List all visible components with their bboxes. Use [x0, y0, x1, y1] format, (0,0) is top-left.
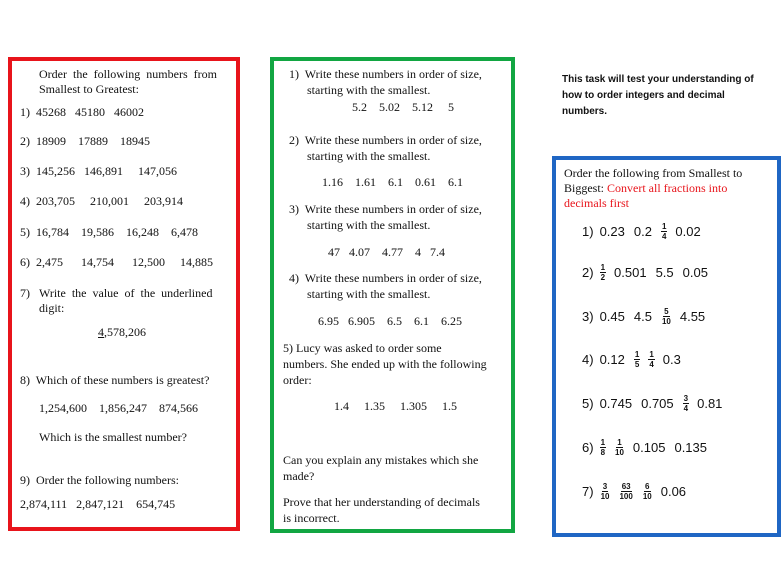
fraction: $\frac{3}{10}$: [600, 481, 610, 501]
fraction: $\frac{5}{10}$: [661, 306, 671, 326]
fraction: $\frac{6}{10}$: [642, 481, 652, 501]
green-q2-values: 1.16 1.61 6.1 0.61 6.1: [322, 175, 463, 189]
green-q5-values: 1.4 1.35 1.305 1.5: [334, 399, 457, 413]
blue-title-line1: Order the following from Smallest to: [564, 166, 743, 180]
blue-q1: 1) 0.23 0.2 $\frac{1}{4}$ 0.02: [582, 221, 701, 241]
green-explain-line2: made?: [283, 469, 315, 483]
intro-line2: how to order integers and decimal: [562, 90, 725, 101]
green-q5-line1: 5) Lucy was asked to order some: [283, 341, 442, 355]
red-q8-question: 8) Which of these numbers is greatest?: [20, 373, 210, 387]
red-q8-followup: Which is the smallest number?: [39, 430, 187, 444]
fraction: $\frac{1}{2}$: [600, 262, 606, 282]
intro-line1: This task will test your understanding of: [562, 74, 754, 85]
red-q9-values: 2,874,111 2,847,121 654,745: [20, 497, 176, 511]
fraction: $\frac{1}{4}$: [661, 221, 667, 241]
green-q5-line3: order:: [283, 373, 312, 387]
red-q3: 3) 145,256 146,891 147,056: [20, 164, 177, 178]
green-q3-line2: starting with the smallest.: [307, 218, 431, 232]
red-q7-number: 4,578,206: [98, 325, 146, 339]
red-q4: 4) 203,705 210,001 203,914: [20, 194, 183, 208]
green-q3-values: 47 4.07 4.77 4 7.4: [328, 245, 445, 259]
fraction: $\frac{1}{8}$: [600, 437, 606, 457]
green-q1-values: 5.2 5.02 5.12 5: [352, 100, 454, 114]
red-q1: 1) 45268 45180 46002: [20, 105, 144, 119]
red-title-line2: Smallest to Greatest:: [39, 82, 139, 96]
green-prove-line2: is incorrect.: [283, 511, 340, 525]
green-explain-line1: Can you explain any mistakes which she: [283, 453, 479, 467]
green-q5-line2: numbers. She ended up with the following: [283, 357, 487, 371]
red-q5: 5) 16,784 19,586 16,248 6,478: [20, 225, 198, 239]
blue-q3: 3) 0.45 4.5 $\frac{5}{10}$ 4.55: [582, 306, 706, 326]
green-q4-line2: starting with the smallest.: [307, 287, 431, 301]
green-q1-line2: starting with the smallest.: [307, 83, 431, 97]
intro-line3: numbers.: [562, 106, 608, 117]
blue-title-line3: decimals first: [564, 196, 629, 210]
green-q2-line2: starting with the smallest.: [307, 149, 431, 163]
fraction: $\frac{1}{5}$: [634, 349, 640, 369]
convert-instruction: Convert all fractions into: [607, 181, 728, 195]
red-q7-label: 7): [20, 286, 30, 300]
green-q1-line1: 1) Write these numbers in order of size,: [289, 67, 482, 81]
red-q8-values: 1,254,600 1,856,247 874,566: [39, 401, 198, 415]
green-q4-line1: 4) Write these numbers in order of size,: [289, 271, 482, 285]
green-q4-values: 6.95 6.905 6.5 6.1 6.25: [318, 314, 462, 328]
green-prove-line1: Prove that her understanding of decimals: [283, 495, 480, 509]
task-intro-text: [562, 72, 762, 120]
red-q6: 6) 2,475 14,754 12,500 14,885: [20, 255, 213, 269]
blue-q2: 2) $\frac{1}{2}$ 0.501 5.5 0.05: [582, 262, 708, 282]
blue-title-line2: Biggest: Convert all fractions into: [564, 181, 728, 195]
red-q2: 2) 18909 17889 18945: [20, 134, 150, 148]
blue-q4: 4) 0.12 $\frac{1}{5}$ $\frac{1}{4}$ 0.3: [582, 349, 681, 369]
red-q7-text-line1: Write the value of the underlined: [39, 286, 213, 300]
underlined-digit: 4: [98, 325, 104, 339]
fraction: $\frac{63}{100}$: [619, 481, 633, 501]
red-q9-question: 9) Order the following numbers:: [20, 473, 179, 487]
blue-q5: 5) 0.745 0.705 $\frac{3}{4}$ 0.81: [582, 393, 723, 413]
fraction: $\frac{3}{4}$: [683, 393, 689, 413]
green-q3-line1: 3) Write these numbers in order of size,: [289, 202, 482, 216]
blue-q7: 7) $\frac{3}{10}$ $\frac{63}{100}$ $\frac{6}{10}$ 0.06: [582, 481, 687, 501]
fraction: $\frac{1}{4}$: [649, 349, 654, 369]
red-q7-text-line2: digit:: [39, 301, 65, 315]
red-title-line1: Order the following numbers from: [39, 67, 217, 81]
blue-q6: 6) $\frac{1}{8}$ $\frac{1}{10}$ 0.105 0.135: [582, 437, 708, 457]
fraction: $\frac{1}{10}$: [615, 437, 624, 457]
green-q2-line1: 2) Write these numbers in order of size,: [289, 133, 482, 147]
